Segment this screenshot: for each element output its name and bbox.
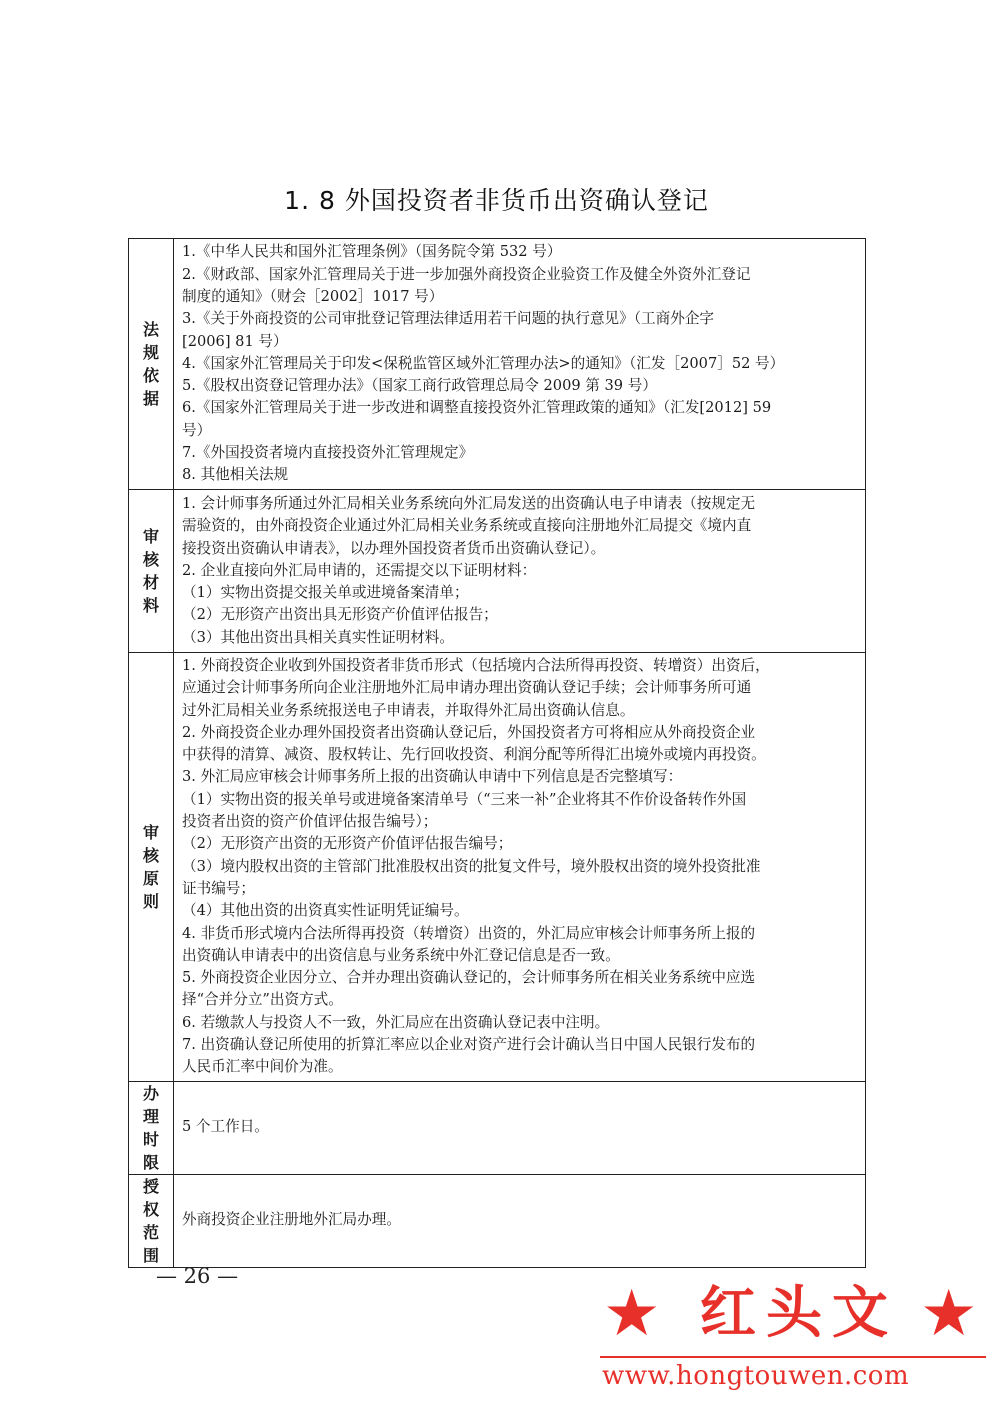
content-line: 4.《国家外汇管理局关于印发<保税监管区域外汇管理办法>的通知》（汇发［2007］52 号）: [182, 354, 785, 372]
content-line: 号）: [182, 421, 212, 439]
section-label: [129, 1174, 174, 1267]
content-line: 接投资出资确认申请表》，以办理外国投资者货币出资确认登记）。: [182, 539, 606, 557]
content-line: 需验资的，由外商投资企业通过外汇局相关业务系统或直接向注册地外汇局提交《境内直: [182, 517, 752, 535]
content-line: 8. 其他相关法规: [182, 466, 289, 484]
section-content: [174, 490, 866, 653]
table-row: [129, 1174, 866, 1267]
table-row: [129, 490, 866, 653]
content-line: 4. 非货币形式境内合法所得再投资（转增资）出资的，外汇局应审核会计师事务所上报的: [182, 924, 756, 942]
content-line: 6. 若缴款人与投资人不一致，外汇局应在出资确认登记表中注明。: [182, 1013, 610, 1031]
section-content: [174, 239, 866, 490]
regulation-table: [128, 238, 866, 1268]
content-line: 1. 会计师事务所通过外汇局相关业务系统向外汇局发送的出资确认电子申请表（按规定无: [182, 494, 756, 512]
section-label: [129, 490, 174, 653]
content-line: （2）无形资产出资的无形资产价值评估报告编号；: [182, 835, 513, 853]
content-line: （3）境内股权出资的主管部门批准股权出资的批复文件号，境外股权出资的境外投资批准: [182, 857, 761, 875]
section-label: [129, 653, 174, 1082]
section-label-text: 审 核 材 料: [142, 527, 159, 615]
content-line: （3）其他出资出具相关真实性证明材料。: [182, 628, 454, 646]
content-line: 2.《财政部、国家外汇管理局关于进一步加强外商投资企业验资工作及健全外资外汇登记: [182, 265, 751, 283]
content-line: 7.《外国投资者境内直接投资外汇管理规定》: [182, 444, 474, 462]
content-line: 2. 外商投资企业办理外国投资者出资确认登记后，外国投资者方可将相应从外商投资企业: [182, 723, 756, 741]
content-line: 制度的通知》（财会［2002］1017 号）: [182, 287, 444, 305]
table-row: [129, 1081, 866, 1174]
section-label-text: 办 理 时 限: [142, 1083, 159, 1172]
table-row: [129, 239, 866, 490]
content-line: （4）其他出资的出资真实性证明凭证编号。: [182, 902, 469, 920]
content-line: 1. 外商投资企业收到外国投资者非货币形式（包括境内合法所得再投资、转增资）出资后，: [182, 657, 770, 674]
page-title: 1. 8 外国投资者非货币出资确认登记: [284, 186, 709, 215]
content-line: （2）无形资产出资出具无形资产价值评估报告；: [182, 606, 498, 624]
content-line: [2006] 81 号）: [182, 332, 288, 350]
watermark-url: www.hongtouwen.com: [602, 1361, 910, 1391]
content-line: 3.《关于外商投资的公司审批登记管理法律适用若干问题的执行意见》（工商外企字: [182, 310, 715, 328]
watermark-brand: 红头文: [700, 1280, 898, 1346]
section-label-text: 法 规 依 据: [142, 320, 159, 408]
content-line: 出资确认申请表中的出资信息与业务系统中外汇登记信息是否一致。: [182, 946, 620, 964]
table-row: [129, 653, 866, 1082]
content-line: 5.《股权出资登记管理办法》（国家工商行政管理总局令 2009 第 39 号）: [182, 377, 657, 395]
content-line: 6.《国家外汇管理局关于进一步改进和调整直接投资外汇管理政策的通知》（汇发[2012] 59: [182, 399, 772, 417]
content-line: （1）实物出资提交报关单或进境备案清单；: [182, 584, 469, 602]
content-line: 5. 外商投资企业因分立、合并办理出资确认登记的，会计师事务所在相关业务系统中应选: [182, 969, 756, 987]
page-number: — 26 —: [156, 1264, 239, 1288]
section-content: [174, 1081, 866, 1174]
section-label-text: 授 权 范 围: [142, 1176, 159, 1265]
watermark-divider: [600, 1356, 986, 1358]
content-line: 3. 外汇局应审核会计师事务所上报的出资确认申请中下列信息是否完整填写：: [182, 768, 683, 786]
content-line: 证书编号；: [182, 879, 255, 897]
content-line: 择“合并分立”出资方式。: [182, 991, 343, 1009]
watermark-star-right-icon: ★: [920, 1277, 978, 1351]
section-label-text: 审 核 原 则: [142, 822, 159, 911]
content-line: 投资者出资的资产价值评估报告编号）；: [182, 813, 438, 831]
content-line: 人民币汇率中间价为准。: [182, 1058, 343, 1076]
content-line: 5 个工作日。: [182, 1118, 269, 1136]
content-line: 外商投资企业注册地外汇局办理。: [182, 1211, 401, 1229]
content-line: 过外汇局相关业务系统报送电子申请表，并取得外汇局出资确认信息。: [182, 701, 635, 719]
content-line: 7. 出资确认登记所使用的折算汇率应以企业对资产进行会计确认当日中国人民银行发布的: [182, 1036, 756, 1054]
section-content: [174, 1174, 866, 1267]
section-label: [129, 239, 174, 490]
content-line: 应通过会计师事务所向企业注册地外汇局申请办理出资确认登记手续；会计师事务所可通: [182, 679, 752, 697]
section-content: [174, 653, 866, 1082]
content-line: 1.《中华人民共和国外汇管理条例》（国务院令第 532 号）: [182, 243, 562, 261]
watermark-star-left-icon: ★: [603, 1277, 661, 1351]
content-line: 中获得的清算、减资、股权转让、先行回收投资、利润分配等所得汇出境外或境内再投资。: [182, 746, 766, 764]
content-line: 2. 企业直接向外汇局申请的，还需提交以下证明材料：: [182, 561, 537, 579]
content-line: （1）实物出资的报关单号或进境备案清单号（“三来一补”企业将其不作价设备转作外国: [182, 790, 747, 808]
section-label: [129, 1081, 174, 1174]
